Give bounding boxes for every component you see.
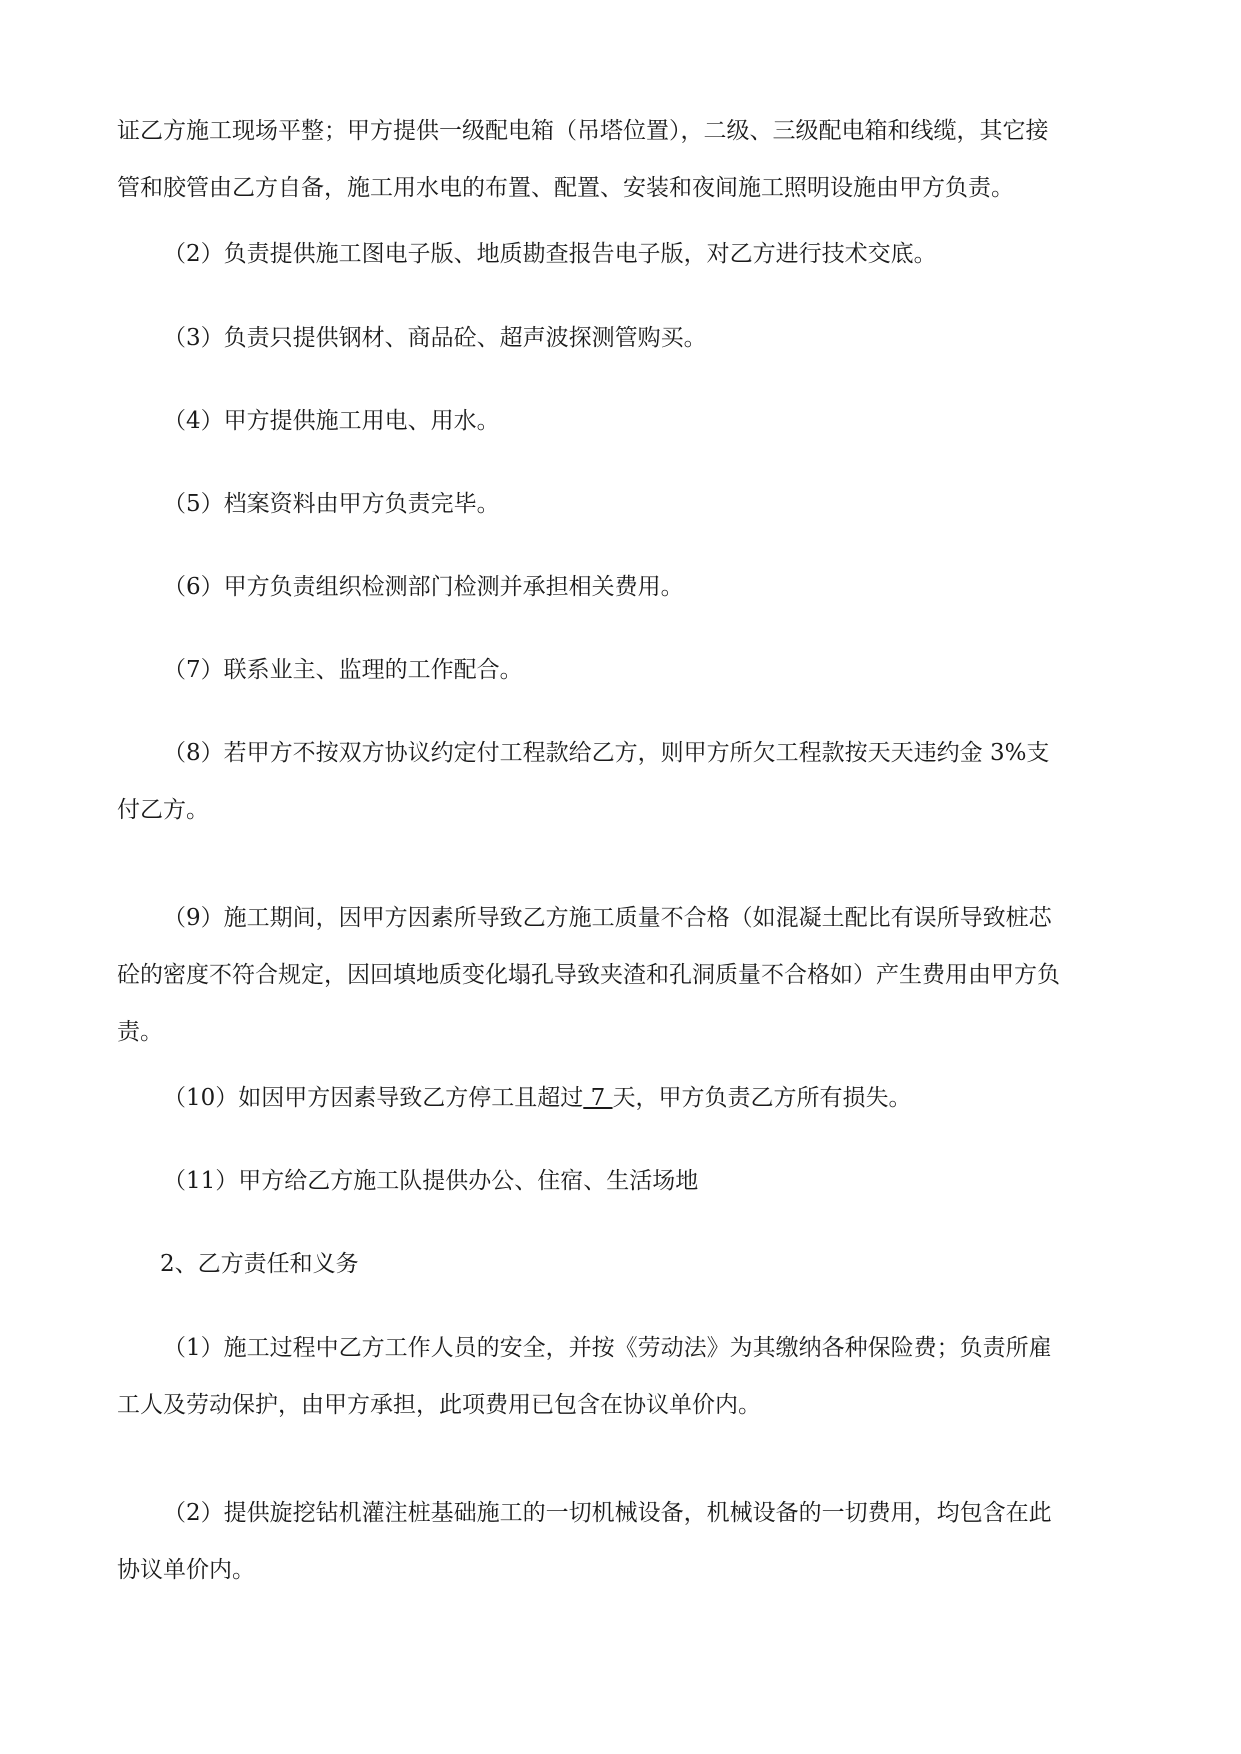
item-b2 (117, 1485, 1127, 1599)
item-a9 (117, 890, 1127, 1061)
item-a11 (117, 1153, 1127, 1210)
text-line: （2）负责提供施工图电子版、地质勘查报告电子版，对乙方进行技术交底。 (163, 241, 937, 267)
text-line: 付乙方。 (117, 797, 209, 823)
text-line: （11）甲方给乙方施工队提供办公、住宿、生活场地 (163, 1168, 699, 1194)
text-line: （2）提供旋挖钻机灌注桩基础施工的一切机械设备，机械设备的一切费用，均包含在此 (163, 1500, 1052, 1526)
item-a3 (117, 310, 1127, 367)
text-after-blank: 天，甲方负责乙方所有损失。 (612, 1085, 912, 1111)
filled-blank-days: 7 (583, 1085, 613, 1111)
item-a7 (117, 642, 1127, 699)
text-line: 工人及劳动保护，由甲方承担，此项费用已包含在协议单价内。 (117, 1392, 761, 1418)
text-line: （3）负责只提供钢材、商品砼、超声波探测管购买。 (163, 325, 707, 351)
text-line: 砼的密度不符合规定，因回填地质变化塌孔导致夹渣和孔洞质量不合格如）产生费用由甲方负 (117, 962, 1060, 988)
section-heading-party-b (160, 1236, 1170, 1293)
text-line: 协议单价内。 (117, 1557, 255, 1583)
paragraph-1-continued (117, 103, 1127, 217)
text-line (117, 1070, 1127, 1127)
item-b1 (117, 1320, 1127, 1434)
text-line: 2、乙方责任和义务 (160, 1251, 359, 1277)
item-a6 (117, 559, 1127, 616)
text-line: （6）甲方负责组织检测部门检测并承担相关费用。 (163, 574, 684, 600)
item-a4 (117, 393, 1127, 450)
text-line: （1）施工过程中乙方工作人员的安全，并按《劳动法》为其缴纳各种保险费；负责所雇 (163, 1335, 1052, 1361)
item-a2 (117, 226, 1127, 283)
text-before-blank: （10）如因甲方因素导致乙方停工且超过 (163, 1085, 584, 1111)
item-a8 (117, 725, 1127, 839)
text-line: 证乙方施工现场平整；甲方提供一级配电箱（吊塔位置），二级、三级配电箱和线缆，其它接 (117, 118, 1049, 144)
text-line: （5）档案资料由甲方负责完毕。 (163, 491, 500, 517)
text-line: （4）甲方提供施工用电、用水。 (163, 408, 500, 434)
text-line: （8）若甲方不按双方协议约定付工程款给乙方，则甲方所欠工程款按天天违约金 3%支 (163, 740, 1050, 766)
text-line: 责。 (117, 1019, 163, 1045)
item-a10 (117, 1070, 1127, 1127)
text-line: 管和胶管由乙方自备，施工用水电的布置、配置、安装和夜间施工照明设施由甲方负责。 (117, 175, 1014, 201)
item-a5 (117, 476, 1127, 533)
text-line: （7）联系业主、监理的工作配合。 (163, 657, 523, 683)
text-line: （9）施工期间，因甲方因素所导致乙方施工质量不合格（如混凝土配比有误所导致桩芯 (163, 905, 1052, 931)
